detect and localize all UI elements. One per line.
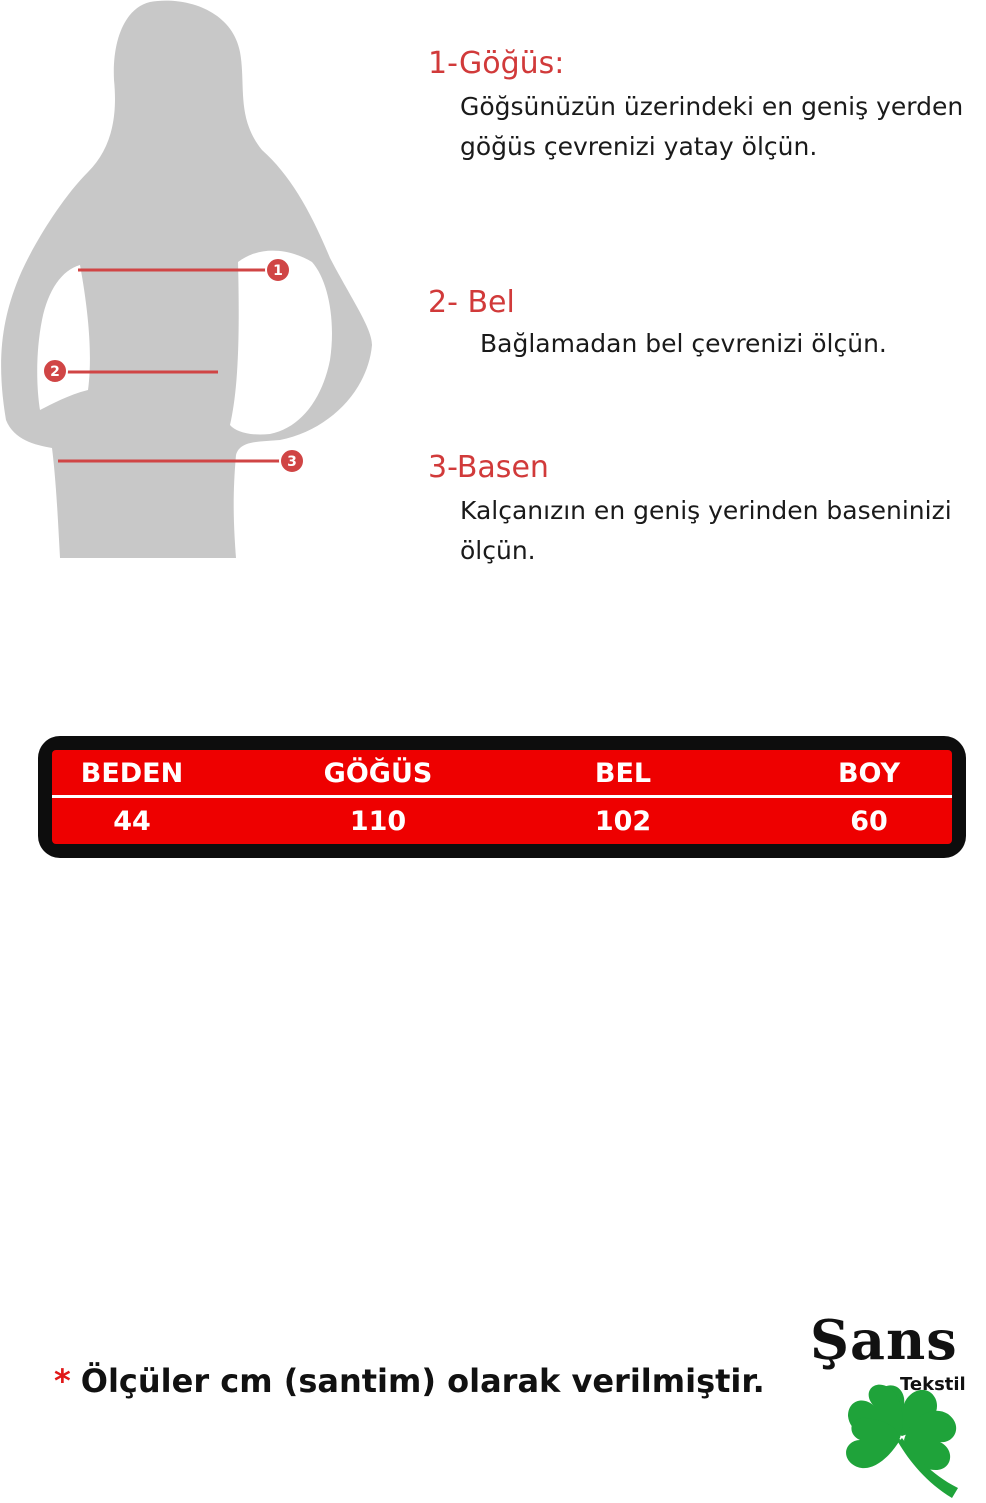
header-beden: BEDEN (80, 758, 184, 789)
value-gogus: 110 (349, 806, 407, 837)
instruction-hip-title: 3-Basen (428, 450, 549, 485)
note-asterisk: * (54, 1362, 71, 1400)
header-gogus: GÖĞÜS (323, 758, 433, 789)
value-bel: 102 (594, 806, 652, 837)
value-beden: 44 (113, 806, 151, 837)
size-table-body (52, 750, 952, 844)
clover-icon (840, 1378, 970, 1503)
marker-3-label: 3 (287, 454, 297, 470)
marker-2-label: 2 (50, 364, 60, 380)
table-divider (52, 795, 952, 798)
body-silhouette (0, 0, 380, 560)
instruction-hip (428, 450, 960, 571)
marker-1-label: 1 (273, 263, 283, 279)
logo-subtitle: Tekstil (900, 1374, 966, 1395)
header-bel: BEL (594, 758, 652, 789)
units-note (54, 1362, 765, 1400)
instruction-chest-title: 1-Göğüs: (428, 46, 565, 81)
header-boy: BOY (837, 758, 901, 789)
instruction-waist-body: Bağlamadan bel çevrenizi ölçün. (480, 329, 887, 358)
size-table (38, 736, 966, 858)
logo-name: Şans (810, 1308, 958, 1372)
brand-logo (800, 1300, 986, 1500)
instruction-hip-body: Kalçanızın en geniş yerinden baseninizi ölçün. (460, 496, 952, 565)
instruction-chest-body: Göğsünüzün üzerindeki en geniş yerden göğüs çevrenizi yatay ölçün. (460, 92, 964, 161)
note-text: Ölçüler cm (santim) olarak verilmiştir. (80, 1362, 765, 1400)
value-boy: 60 (850, 806, 888, 837)
instruction-waist-title: 2- Bel (428, 285, 515, 320)
instruction-waist (428, 285, 960, 364)
instruction-chest (428, 46, 980, 167)
